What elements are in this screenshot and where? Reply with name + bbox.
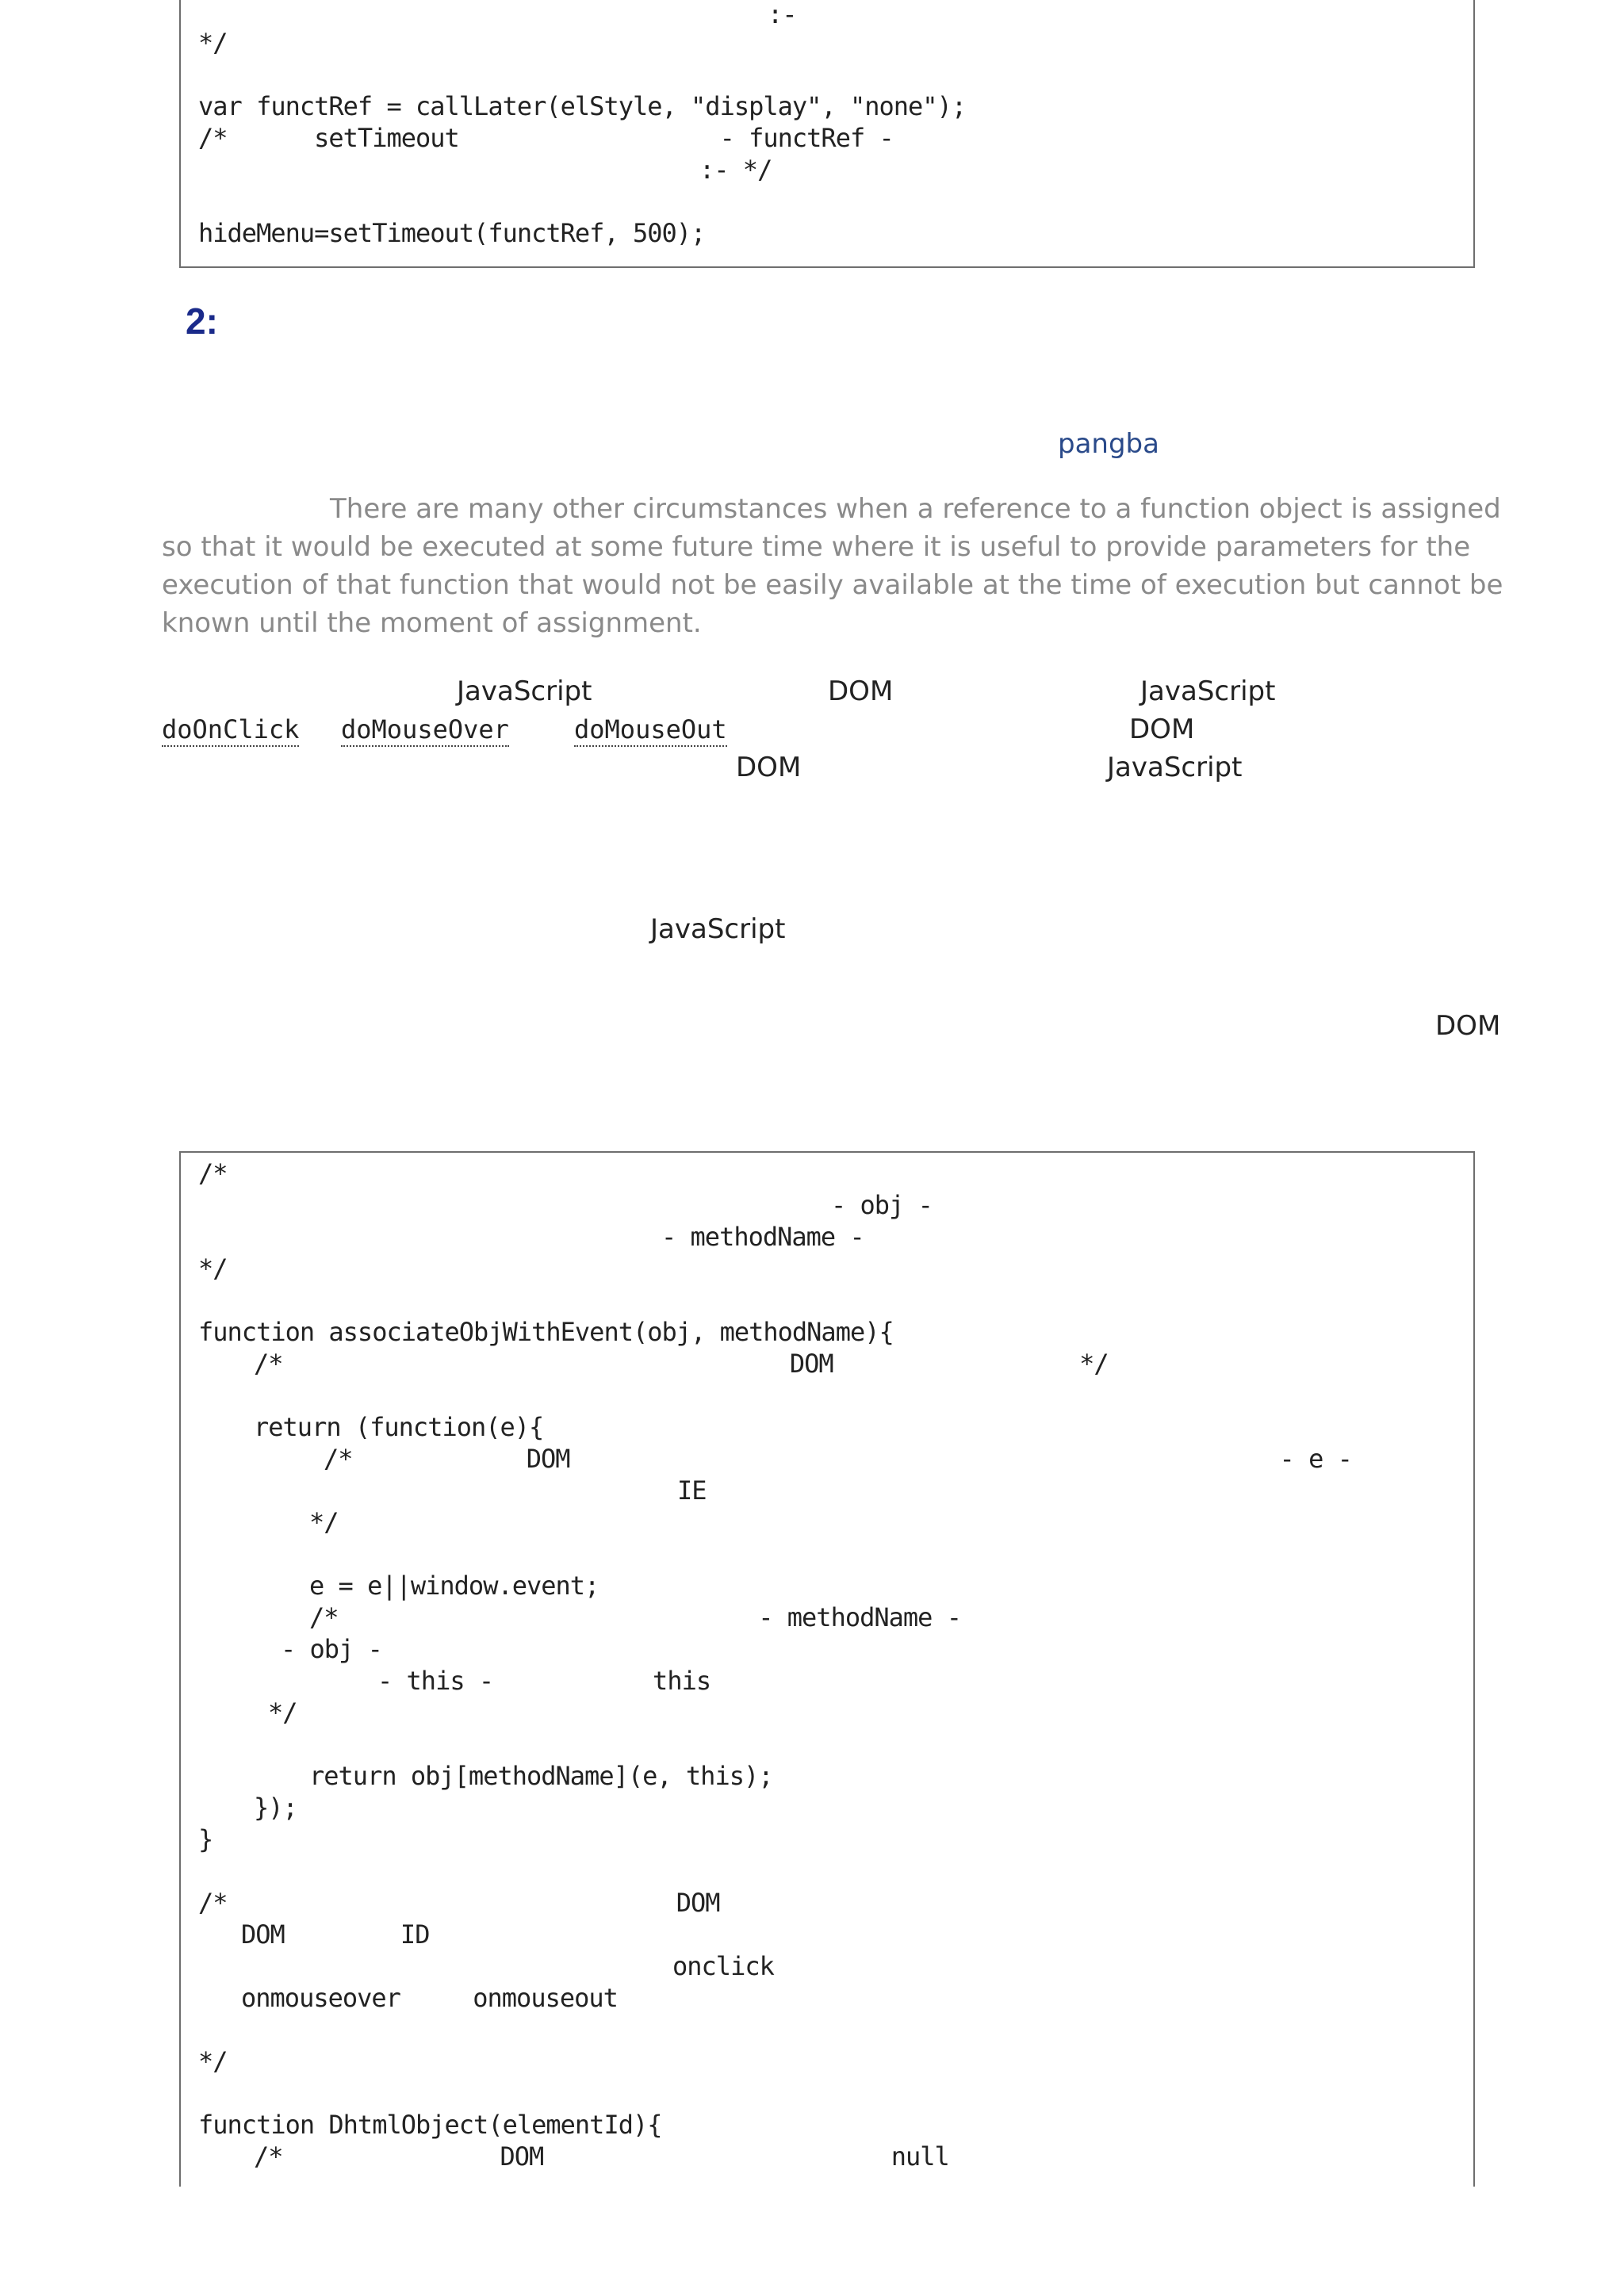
english-paragraph: There are many other circumstances when a reference to a function object is assigned so that it would be executed at some future time where it is useful to provide parameters for the execution of that function that would not be easily available at the time of execution but cannot be known until the moment of assignment. xyxy=(162,493,1503,639)
code-line: onclick xyxy=(672,1951,774,1981)
code-line: /* xyxy=(198,1158,228,1188)
code-line: e = e||window.event; xyxy=(309,1571,599,1601)
code-line: function DhtmlObject(elementId){ xyxy=(198,2110,662,2140)
word-dom: DOM xyxy=(828,675,894,707)
word-dom: DOM xyxy=(1129,714,1195,745)
code-line: /* DOM xyxy=(198,1888,720,1918)
word-dom: DOM xyxy=(736,752,802,783)
code-line: onmouseover onmouseout xyxy=(241,1983,618,2013)
code-line: - this - this xyxy=(377,1666,711,1696)
code-line: /* - methodName - xyxy=(309,1602,961,1632)
code-line: } xyxy=(198,1824,213,1854)
code-line: }); xyxy=(254,1793,297,1823)
code-line: return obj[methodName](e, this); xyxy=(309,1761,773,1791)
word-javascript: JavaScript xyxy=(457,675,592,707)
code-line: function associateObjWithEvent(obj, methodName){ xyxy=(198,1317,894,1347)
author-link[interactable]: pangba xyxy=(1058,428,1159,460)
code-line: /* DOM */ xyxy=(254,1349,1109,1379)
code-line: */ xyxy=(198,1253,228,1284)
code-line: */ xyxy=(198,2046,228,2076)
code-line: :- */ xyxy=(699,155,772,185)
word-dom: DOM xyxy=(1435,1010,1501,1042)
word-javascript: JavaScript xyxy=(1140,675,1276,707)
code-line: /* DOM - e - xyxy=(324,1444,1352,1474)
word-javascript: JavaScript xyxy=(650,913,786,945)
code-line: - obj - xyxy=(281,1634,382,1664)
code-line: DOM ID xyxy=(241,1919,430,1950)
code-block-bottom xyxy=(179,1151,1475,2187)
term-domouseout[interactable]: doMouseOut xyxy=(574,714,727,747)
code-line: IE xyxy=(677,1475,707,1506)
word-javascript: JavaScript xyxy=(1107,752,1243,783)
code-line: */ xyxy=(309,1507,339,1537)
code-line: */ xyxy=(198,28,228,58)
code-line: - methodName - xyxy=(661,1222,864,1252)
code-line: return (function(e){ xyxy=(254,1412,544,1442)
code-line: var functRef = callLater(elStyle, "display", "none"); xyxy=(198,91,967,121)
term-domouseover[interactable]: doMouseOver xyxy=(341,714,509,747)
section-heading: 2: xyxy=(186,300,218,342)
code-line: /* setTimeout - functRef - xyxy=(198,123,894,153)
code-line: hideMenu=setTimeout(functRef, 500); xyxy=(198,218,706,248)
code-block-top xyxy=(179,0,1475,268)
code-line: :- xyxy=(768,0,797,29)
term-doonclick[interactable]: doOnClick xyxy=(162,714,299,747)
code-line: - obj - xyxy=(831,1190,933,1220)
code-line: */ xyxy=(268,1697,297,1728)
code-line: /* DOM null xyxy=(254,2141,949,2172)
